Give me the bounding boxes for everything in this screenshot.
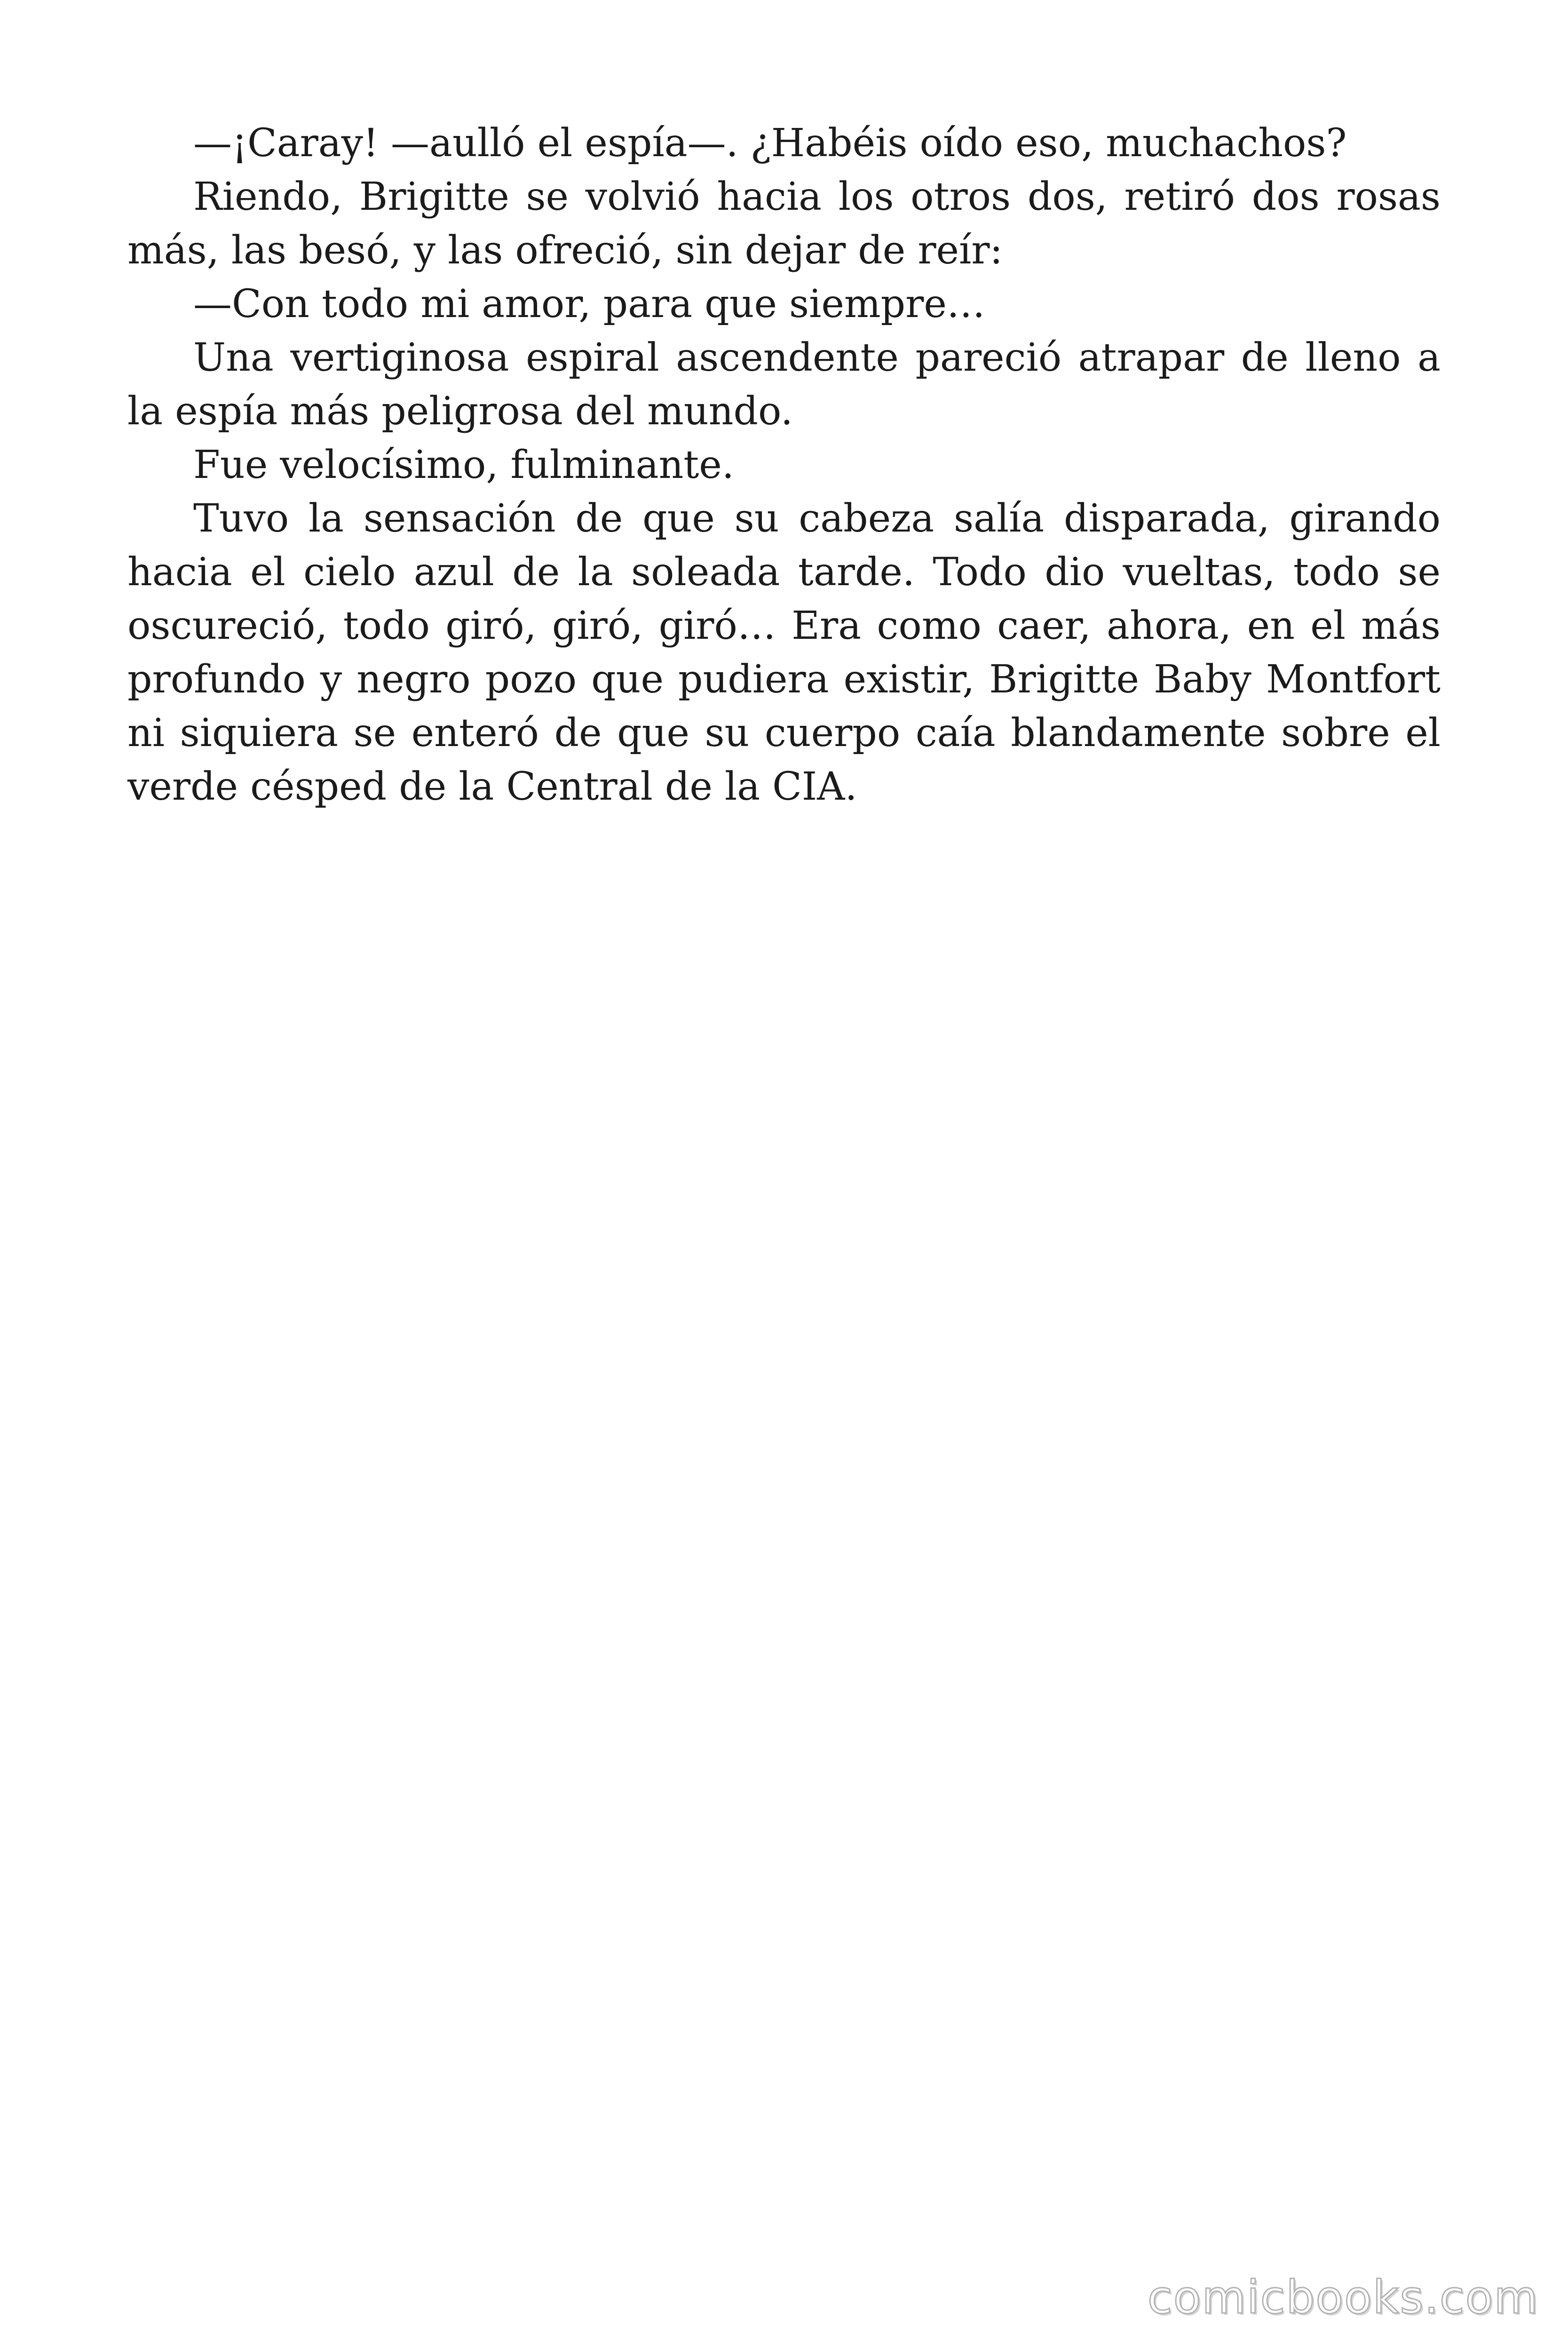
paragraph: —¡Caray! —aulló el espía—. ¿Habéis oído eso, muchachos? (193, 121, 1347, 166)
paragraph: Una vertiginosa espiral ascendente pareció atrapar de lleno a la espía más peligrosa del mundo. (127, 335, 1441, 434)
paragraph: —Con todo mi amor, para que siempre… (193, 282, 985, 326)
paragraph: Fue velocísimo, fulminante. (193, 443, 734, 487)
paragraph: Riendo, Brigitte se volvió hacia los otros dos, retiró dos rosas más, las besó, y las ofreció, sin dejar de reír: (127, 175, 1441, 273)
watermark: comicbooks.com (1147, 2271, 1539, 2324)
body-text (127, 117, 1441, 814)
paragraph: Tuvo la sensación de que su cabeza salía disparada, girando hacia el cielo azul de la soleada tarde. Todo dio vueltas, todo se oscureció, todo giró, giró, giró… Era como caer, ahora, en el más profundo y negro pozo que pudiera existir, Brigitte Baby Montfort ni siquiera se enteró de que su cuerpo caía blandamente sobre el verde césped de la Central de la CIA. (127, 496, 1441, 809)
